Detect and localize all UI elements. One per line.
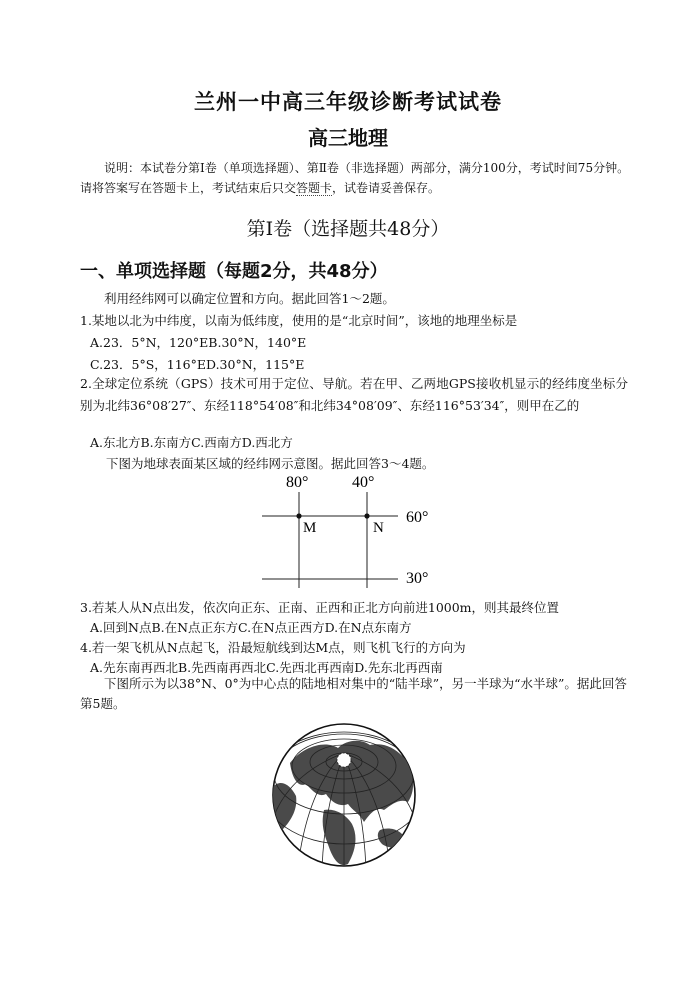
q3-options: A.回到N点B.在N点正东方C.在N点正西方D.在N点东南方 [90, 620, 412, 635]
q2-stem: 2.全球定位系统（GPS）技术可用于定位、导航。若在甲、乙两地GPS接收机显示的经纬度坐标分别为北纬36°08′27″、东经118°54′08″和北纬34°08′09″、东经116°53′34″，则甲在乙的 [80, 376, 628, 413]
q3-stem: 3.若某人从N点出发，依次向正东、正南、正西和正北方向前进1000m，则其最终位置 [80, 600, 560, 615]
q1-options-ab: A.23．5°N，120°EB.30°N，140°E [90, 335, 307, 350]
intro-q1-q2: 利用经纬网可以确定位置和方向。据此回答1～2题。 [104, 291, 395, 306]
part-title: 一、单项选择题（每题2分，共48分） [80, 261, 388, 282]
point-n-dot [364, 513, 369, 518]
q1-stem: 1.某地以北为中纬度，以南为低纬度，使用的是“北京时间”，该地的地理坐标是 [80, 313, 518, 328]
intro-q5: 下图所示为以38°N、0°为中心点的陆地相对集中的“陆半球”，另一半球为“水半球”。据此回答第5题。 [80, 676, 627, 711]
q2-options: A.东北方B.东南方C.西南方D.西北方 [90, 435, 293, 450]
note-emphasis: 答题卡 [296, 181, 333, 195]
point-n-label: N [373, 520, 384, 536]
q4-options: A.先东南再西北B.先西南再西北C.先西北再西南D.先东北再西南 [90, 660, 443, 675]
point-m-dot [296, 513, 301, 518]
lat-label-60: 60° [406, 509, 429, 526]
q4-stem: 4.若一架飞机从N点起飞，沿最短航线到达M点，则飞机飞行的方向为 [80, 640, 466, 655]
lon-label-40: 40° [352, 474, 375, 491]
lon-label-80: 80° [286, 474, 309, 491]
intro-q3-q4: 下图为地球表面某区域的经纬网示意图。据此回答3～4题。 [106, 456, 435, 471]
lat-label-30: 30° [406, 570, 429, 587]
q1-options-cd: C.23．5°S，116°ED.30°N，115°E [90, 357, 305, 372]
section-title: 第Ⅰ卷（选择题共48分） [246, 218, 450, 240]
exam-title: 兰州一中高三年级诊断考试试卷 [194, 90, 502, 114]
land-hemisphere-globe-icon [268, 718, 420, 872]
exam-subtitle: 高三地理 [308, 126, 388, 150]
note-suffix: ，试卷请妥善保存。 [332, 181, 441, 195]
point-m-label: M [303, 520, 317, 536]
note-prefix: 说明：本试卷分第Ⅰ卷（单项选择题）、第Ⅱ卷（非选择题）两部分，满分100分，考试时间75分钟。请将答案写在答题卡上，考试结束后只交 [80, 161, 630, 195]
lat-long-grid-diagram [250, 470, 460, 592]
instructions-note [80, 158, 640, 198]
